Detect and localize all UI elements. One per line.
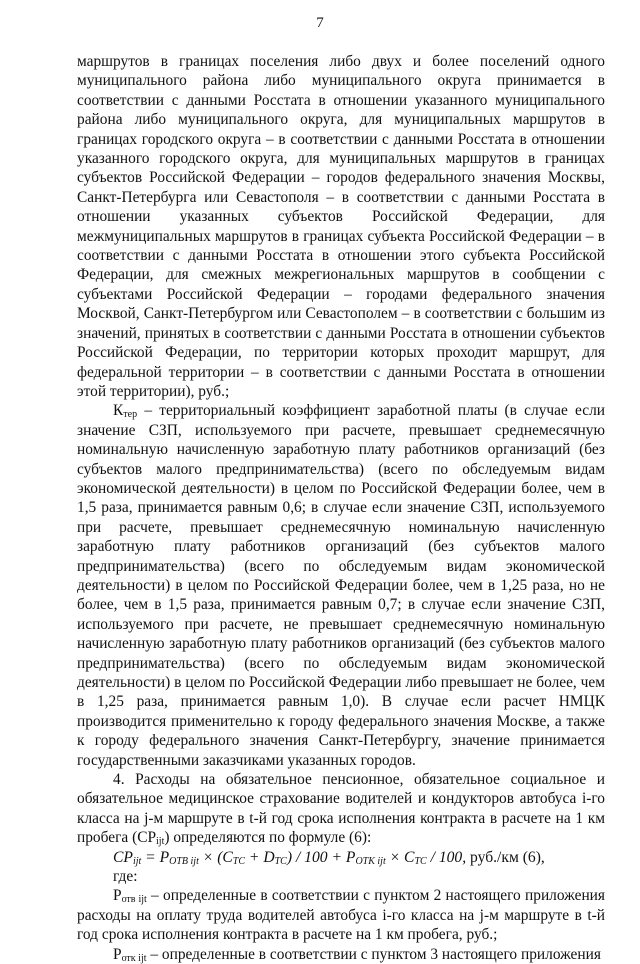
formula-p-otv: P [159,848,170,866]
formula-c-tc2-sub: TC [414,855,427,867]
formula-lhs-sub: ijt [132,855,142,867]
paragraph-kter [77,401,605,770]
paragraph-r-otk-text: – определенные в соответствии с пунктом 3 настоящего приложения [146,945,601,963]
page-number: 7 [316,15,324,31]
paragraph-kter-text: – территориальный коэффициент заработной платы (в случае если значение СЗП, используемого при расчете, превышает среднемесячную номинальную начисленную заработную плату работников организаций (без субъектов малого предпринимательства) (всего по обследуемым видам экономической деятельности) в целом по Российской Федерации более, чем в 1,5 раза, принимается равным 0,6; в случае если значение СЗП, используемого при расчете, превышает среднемесячную номинальную начисленную заработную плату работников организаций (без субъектов малого предпринимательства) (всего по обследуемым видам экономической деятельности) в целом по Российской Федерации более, чем в 1,25 раза, но не более, чем в 1,5 раза, принимается равным 0,7; в случае если значение СЗП, используемого при расчете, не превышает среднемесячную номинальную начисленную заработную плату работников организаций (без субъектов малого предпринимательства) (всего по обследуемым видам экономической деятельности) в целом по Российской Федерации либо превышает не более, чем в 1,25 раза, принимается равным 1,0). В случае если расчет НМЦК производится применительно к городу федерального значения Москве, а также к городу федерального значения Санкт-Петербургу, значение принимается государственными заказчиками указанных городов. [77,402,605,769]
formula-lhs: CP [113,848,133,866]
where-label: где: [113,868,138,886]
document-body [77,52,605,964]
formula-6 [77,848,605,867]
symbol-r-otk-sub: отк ijt [121,952,147,964]
paragraph-item-4-tail: ) определяются по формуле (6): [164,829,372,847]
symbol-r-otv: Р [113,887,122,905]
formula-d-tc-sub: TC [274,855,287,867]
paragraph-item-4 [77,770,605,848]
formula-plus: + D [245,848,275,866]
paragraph-r-otk [77,945,605,964]
formula-mid2: ) / 100 + [286,848,346,866]
formula-mid1: × (C [198,848,233,866]
formula-times: × C [385,848,415,866]
paragraph-item-4-text: 4. Расходы на обязательное пенсионное, обязательное социальное и обязательное медицинское страхование водителей и кондукторов автобуса i-го класса на j-м маршруте в t-й год срока исполнения контракта в расчете на 1 км пробега (СР [77,771,605,847]
symbol-r-otv-sub: отв ijt [121,894,147,906]
formula-eq: = [141,848,160,866]
paragraph-r-otv [77,886,605,944]
symbol-k: К [113,402,124,420]
formula-p-otv-sub: OTB ijt [169,855,199,867]
formula-end: / 100, [426,848,467,866]
paragraph-continuation: маршрутов в границах поселения либо двух и более поселений одного муниципального района либо муниципального округа принимается в соответствии с данными Росстата в отношении указанного муниципального района либо муниципального округа, для муниципальных маршрутов в границах городского округа – в соответствии с данными Росстата в отношении указанного городского округа, для муниципальных маршрутов в границах субъектов Российской Федерации – городов федерального значения Москвы, Санкт-Петербурга или Севастополя – в соответствии с данными Росстата в отношении указанных субъектов Российской Федерации, для межмуниципальных маршрутов в границах субъекта Российской Федерации – в соответствии с данными Росстата в отношении этого субъекта Российской Федерации, для смежных межрегиональных маршрутов в сообщении с субъектами Российской Федерации – городами федерального значения Москвой, Санкт-Петербургом или Севастополем – в соответствии с большим из значений, принятых в соответствии с данными Росстата в отношении субъектов Российской Федерации, по территории которых проходит маршрут, для федеральной территории – в соответствии с данными Росстата в отношении этой территории), руб.; [77,53,605,400]
symbol-k-subscript: тер [123,409,138,421]
formula-unit: руб./км (6), [466,848,545,866]
cp-subscript: ijt [156,836,165,848]
formula-p-otk: P [345,848,356,866]
formula-c-tc-sub: TC [232,855,246,867]
formula-p-otk-sub: OTK ijt [355,855,386,867]
symbol-r-otk: Р [113,945,122,963]
paragraph-r-otv-text: – определенные в соответствии с пунктом 2 настоящего приложения расходы на оплату труда водителей автобуса i-го класса на j-м маршруте в t-й год срока исполнения контракта в расчете на 1 км пробега, руб.; [77,887,605,944]
